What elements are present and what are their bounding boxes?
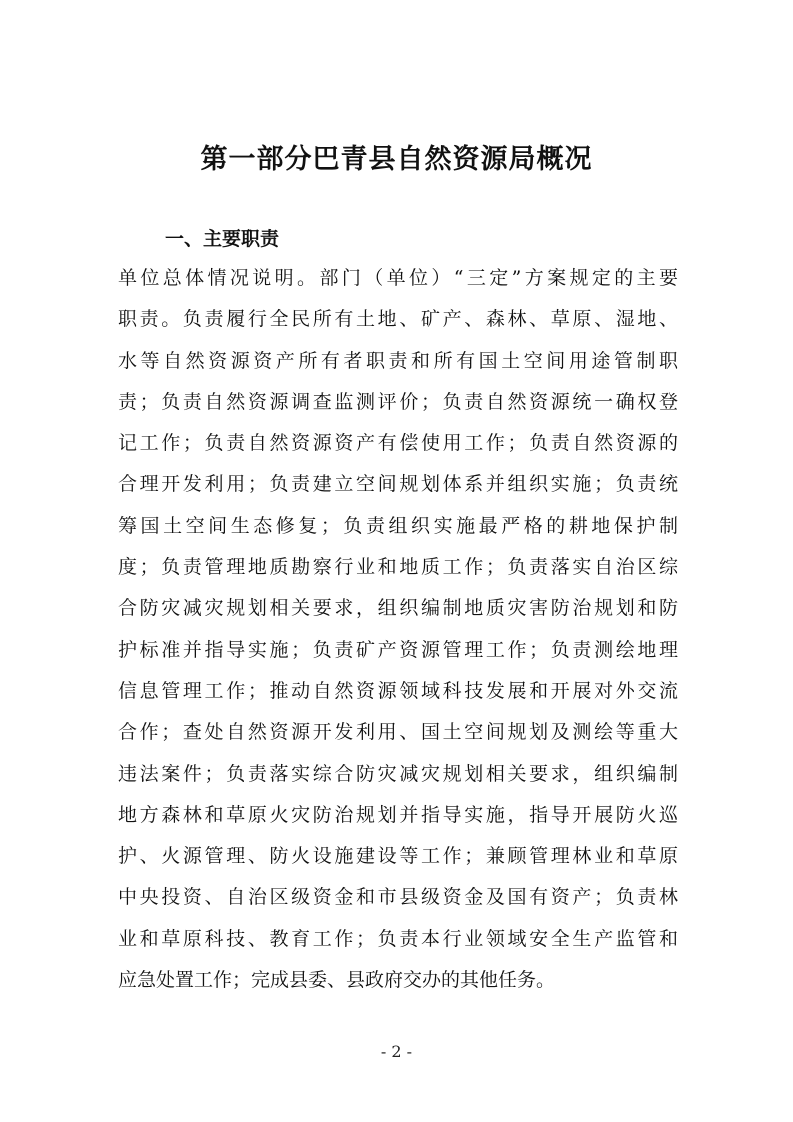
- body-line: 责；负责自然资源调查监测评价；负责自然资源统一确权登: [118, 390, 678, 413]
- body-paragraph: [118, 258, 678, 1001]
- body-line: 护标准并指导实施；负责矿产资源管理工作；负责测绘地理: [118, 638, 678, 661]
- body-line: 应急处置工作；完成县委、县政府交办的其他任务。: [118, 969, 556, 992]
- body-line: 护、火源管理、防火设施建设等工作；兼顾管理林业和草原: [118, 845, 678, 868]
- body-line: 合理开发利用；负责建立空间规划体系并组织实施；负责统: [118, 473, 678, 496]
- body-line: 单位总体情况说明。部门（单位）“三定”方案规定的主要: [118, 267, 678, 289]
- body-line: 度；负责管理地质勘察行业和地质工作；负责落实自治区综: [118, 556, 678, 579]
- page-title: 第一部分巴青县自然资源局概况: [200, 144, 593, 175]
- body-line: 合作；查处自然资源开发利用、国土空间规划及测绘等重大: [118, 721, 678, 744]
- body-line: 业和草原科技、教育工作；负责本行业领域安全生产监管和: [118, 927, 678, 950]
- body-line: 筹国土空间生态修复；负责组织实施最严格的耕地保护制: [118, 514, 678, 537]
- body-line: 职责。负责履行全民所有土地、矿产、森林、草原、湿地、: [118, 308, 678, 331]
- body-line: 中央投资、自治区级资金和市县级资金及国有资产；负责林: [118, 886, 678, 909]
- body-line: 记工作；负责自然资源资产有偿使用工作；负责自然资源的: [118, 432, 678, 455]
- body-line: 水等自然资源资产所有者职责和所有国土空间用途管制职: [118, 349, 678, 372]
- body-line: 地方森林和草原火灾防治规划并指导实施，指导开展防火巡: [118, 803, 678, 826]
- section-heading: 一、主要职责: [165, 228, 280, 250]
- page-number: - 2 -: [380, 1042, 413, 1061]
- body-line: 信息管理工作；推动自然资源领域科技发展和开展对外交流: [118, 679, 678, 702]
- body-line: 合防灾减灾规划相关要求，组织编制地质灾害防治规划和防: [118, 597, 678, 620]
- body-line: 违法案件；负责落实综合防灾减灾规划相关要求，组织编制: [118, 762, 678, 785]
